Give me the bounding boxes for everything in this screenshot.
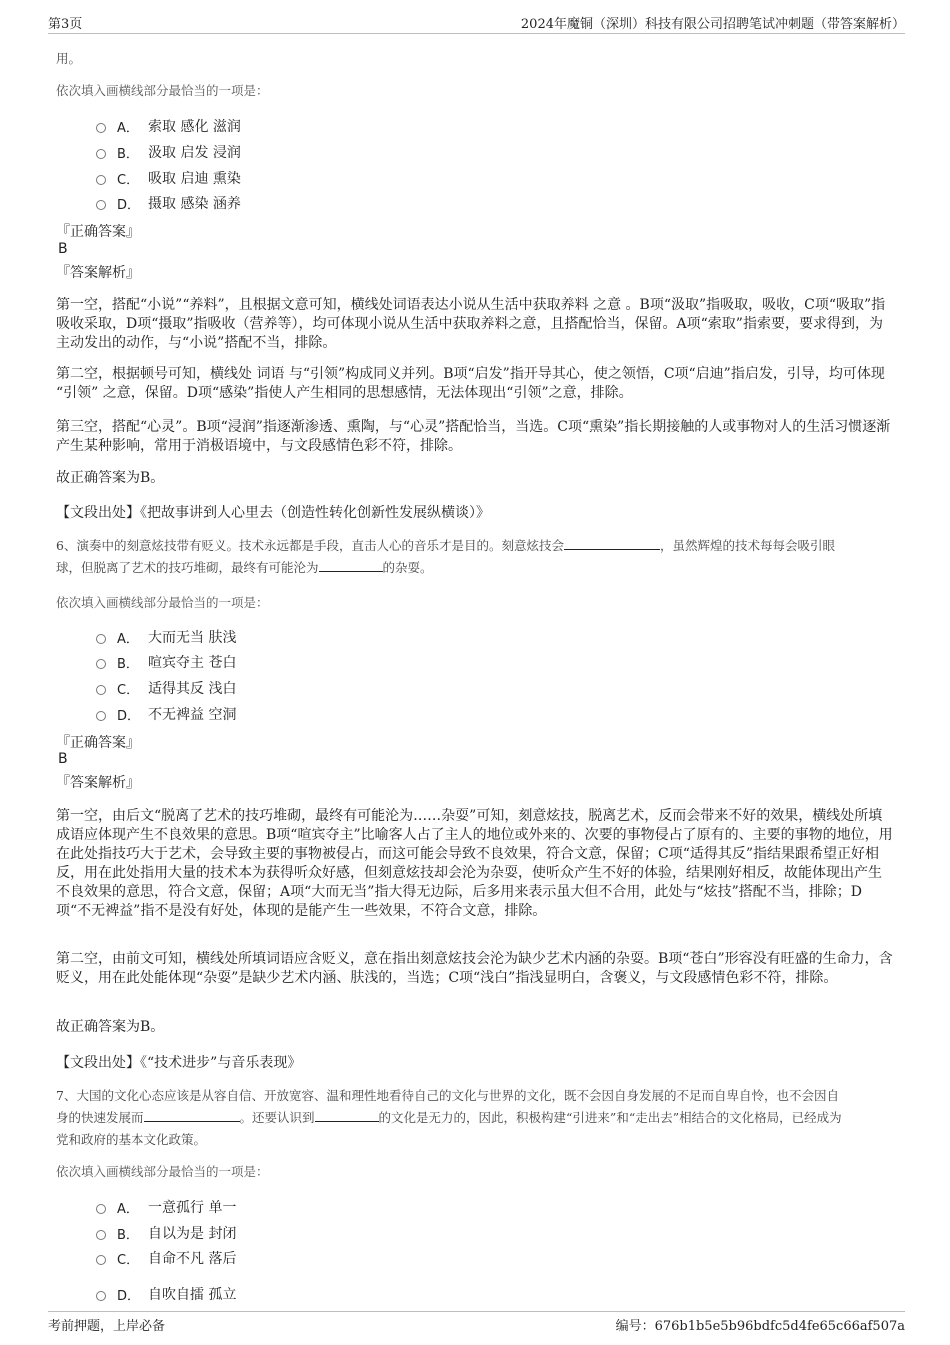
radio-icon[interactable] xyxy=(96,659,106,669)
q7-prompt: 依次填入画横线部分最恰当的一项是： xyxy=(56,1164,269,1179)
q6-answer-label: 『正确答案』 xyxy=(56,735,140,751)
radio-icon[interactable] xyxy=(96,200,106,210)
q5-source: 【文段出处】《把故事讲到人心里去（创造性转化创新性发展纵横谈）》 xyxy=(56,505,490,521)
q7-stem: 7、大国的文化心态应该是从容自信、开放宽容、温和理性地看待自己的文化与世界的文化，既不会因自身发展的不足而自卑自怜，也不会因自 身的快速发展而 。还要认识到 的文化是无力的，因此，积极构建“引进来”和“走出去”相结合的文化格局，已经成为 党和政府的基本文化政策。 xyxy=(56,1088,842,1147)
radio-icon[interactable] xyxy=(96,1230,106,1240)
q6-analysis-para-2: 第二空，由前文可知，横线处所填词语应含贬义，意在指出刻意炫技会沦为缺少艺术内涵的杂耍。B项“苍白”形容没有旺盛的生命力，含贬义，用在此处能体现“杂耍”是缺少艺术内涵、肤浅的，当选；C项“浅白”指浅显明白，含褒义，与文段感情色彩不符，排除。 xyxy=(56,951,893,986)
radio-icon[interactable] xyxy=(96,175,106,185)
page-footer xyxy=(48,1311,905,1335)
radio-icon[interactable] xyxy=(96,1255,106,1265)
radio-icon[interactable] xyxy=(96,1291,106,1301)
q6-conclusion: 故正确答案为B。 xyxy=(56,1019,165,1035)
q5-prompt: 依次填入画横线部分最恰当的一项是： xyxy=(56,83,269,98)
radio-icon[interactable] xyxy=(96,685,106,695)
q5-option-b[interactable]: B． 汲取 启发 浸润 xyxy=(96,142,241,162)
q6-option-d[interactable]: D． 不无裨益 空洞 xyxy=(96,704,236,724)
q6-option-c[interactable]: C． 适得其反 浅白 xyxy=(96,678,236,698)
radio-icon[interactable] xyxy=(96,634,106,644)
q6-source: 【文段出处】《“技术进步”与音乐表现》 xyxy=(56,1055,302,1071)
q6-stem: 6、演奏中的刻意炫技带有贬义。技术永远都是手段，直击人心的音乐才是目的。刻意炫技会 ，虽然辉煌的技术每每会吸引眼 球，但脱离了艺术的技巧堆砌，最终有可能沦为 的杂耍。 xyxy=(56,538,835,575)
q5-analysis-para-3: 第三空，搭配“心灵”。B项“浸润”指逐渐渗透、熏陶，与“心灵”搭配恰当，当选。C项“熏染”指长期接触的人或事物对人的生活习惯逐渐产生某种影响，常用于消极语境中，与文段感情色彩不符，排除。 xyxy=(56,419,891,454)
q7-option-a[interactable]: A． 一意孤行 单一 xyxy=(96,1197,236,1217)
page-number: 第3页 xyxy=(48,17,83,32)
document-title: 2024年魔铜（深圳）科技有限公司招聘笔试冲刺题（带答案解析） xyxy=(520,17,905,32)
q6-option-a[interactable]: A． 大而无当 肤浅 xyxy=(96,627,236,647)
q5-answer: B xyxy=(58,241,68,257)
q5-option-a[interactable]: A． 索取 感化 滋润 xyxy=(96,116,241,136)
document-id: 编号：676b1b5e5b96bdfc5d4fe65c66af507a xyxy=(615,1319,905,1334)
blank-1 xyxy=(564,536,660,550)
blank-1 xyxy=(144,1108,240,1122)
q6-option-b[interactable]: B． 喧宾夺主 苍白 xyxy=(96,652,236,672)
q7-option-c[interactable]: C． 自命不凡 落后 xyxy=(96,1248,236,1268)
q5-conclusion: 故正确答案为B。 xyxy=(56,470,165,486)
radio-icon[interactable] xyxy=(96,1204,106,1214)
q6-answer: B xyxy=(58,751,68,767)
radio-icon[interactable] xyxy=(96,123,106,133)
q5-answer-label: 『正确答案』 xyxy=(56,224,140,240)
q5-option-d[interactable]: D． 摄取 感染 涵养 xyxy=(96,193,241,213)
blank-2 xyxy=(319,558,383,572)
page-header xyxy=(48,13,905,34)
radio-icon[interactable] xyxy=(96,711,106,721)
blank-2 xyxy=(315,1108,379,1122)
q5-analysis-para-1: 第一空，搭配“小说”“养料”，且根据文意可知，横线处词语表达小说从生活中获取养料 之意 。B项“汲取”指吸取，吸收，C项“吸取”指吸收采取，D项“摄取”指吸收（营养等），均可体现小说从生活中获取养料之意，且搭配恰当，保留。A项“索取”指索要，要求得到，为主动发出的动作，与“小说”搭配不当，排除。 xyxy=(56,297,886,351)
q6-prompt: 依次填入画横线部分最恰当的一项是： xyxy=(56,595,269,610)
q5-option-c[interactable]: C． 吸取 启迪 熏染 xyxy=(96,168,241,188)
footer-slogan: 考前押题，上岸必备 xyxy=(48,1319,166,1334)
radio-icon[interactable] xyxy=(96,149,106,159)
q5-analysis-para-2: 第二空，根据顿号可知，横线处 词语 与“引领”构成同义并列。B项“启发”指开导其心，使之领悟，C项“启迪”指启发，引导，均可体现 “引领” 之意，保留。D项“感染”指使人产生相同的思想感情，无法体现出“引领”之意，排除。 xyxy=(56,366,885,401)
q6-analysis-para-1: 第一空，由后文“脱离了艺术的技巧堆砌，最终有可能沦为……杂耍”可知，刻意炫技，脱离艺术，反而会带来不好的效果，横线处所填成语应体现产生不良效果的意思。B项“喧宾夺主”比喻客人占了主人的地位或外来的、次要的事物侵占了原有的、主要的事物的地位，用在此处指技巧大于艺术，会导致主要的事物被侵占，而这可能会导致不良效果，符合文意，保留；C项“适得其反”指结果跟希望正好相反，用在此处指用大量的技术本为获得听众好感，但刻意炫技却会沦为杂耍，使听众产生不好的体验，结果刚好相反，故能体现出产生不良效果的意思，符合文意，保留；A项“大而无当”指大得无边际，后多用来表示虽大但不合用，此处与“炫技”搭配不当，排除；D项“不无裨益”指不是没有好处，体现的是能产生一些效果，不符合文意，排除。 xyxy=(56,808,893,919)
q7-option-b[interactable]: B． 自以为是 封闭 xyxy=(96,1223,236,1243)
q5-stem-continuation: 用。 xyxy=(56,51,82,66)
q7-option-d[interactable]: D． 自吹自擂 孤立 xyxy=(96,1284,236,1304)
q6-analysis-label: 『答案解析』 xyxy=(56,775,140,791)
q5-analysis-label: 『答案解析』 xyxy=(56,265,140,281)
